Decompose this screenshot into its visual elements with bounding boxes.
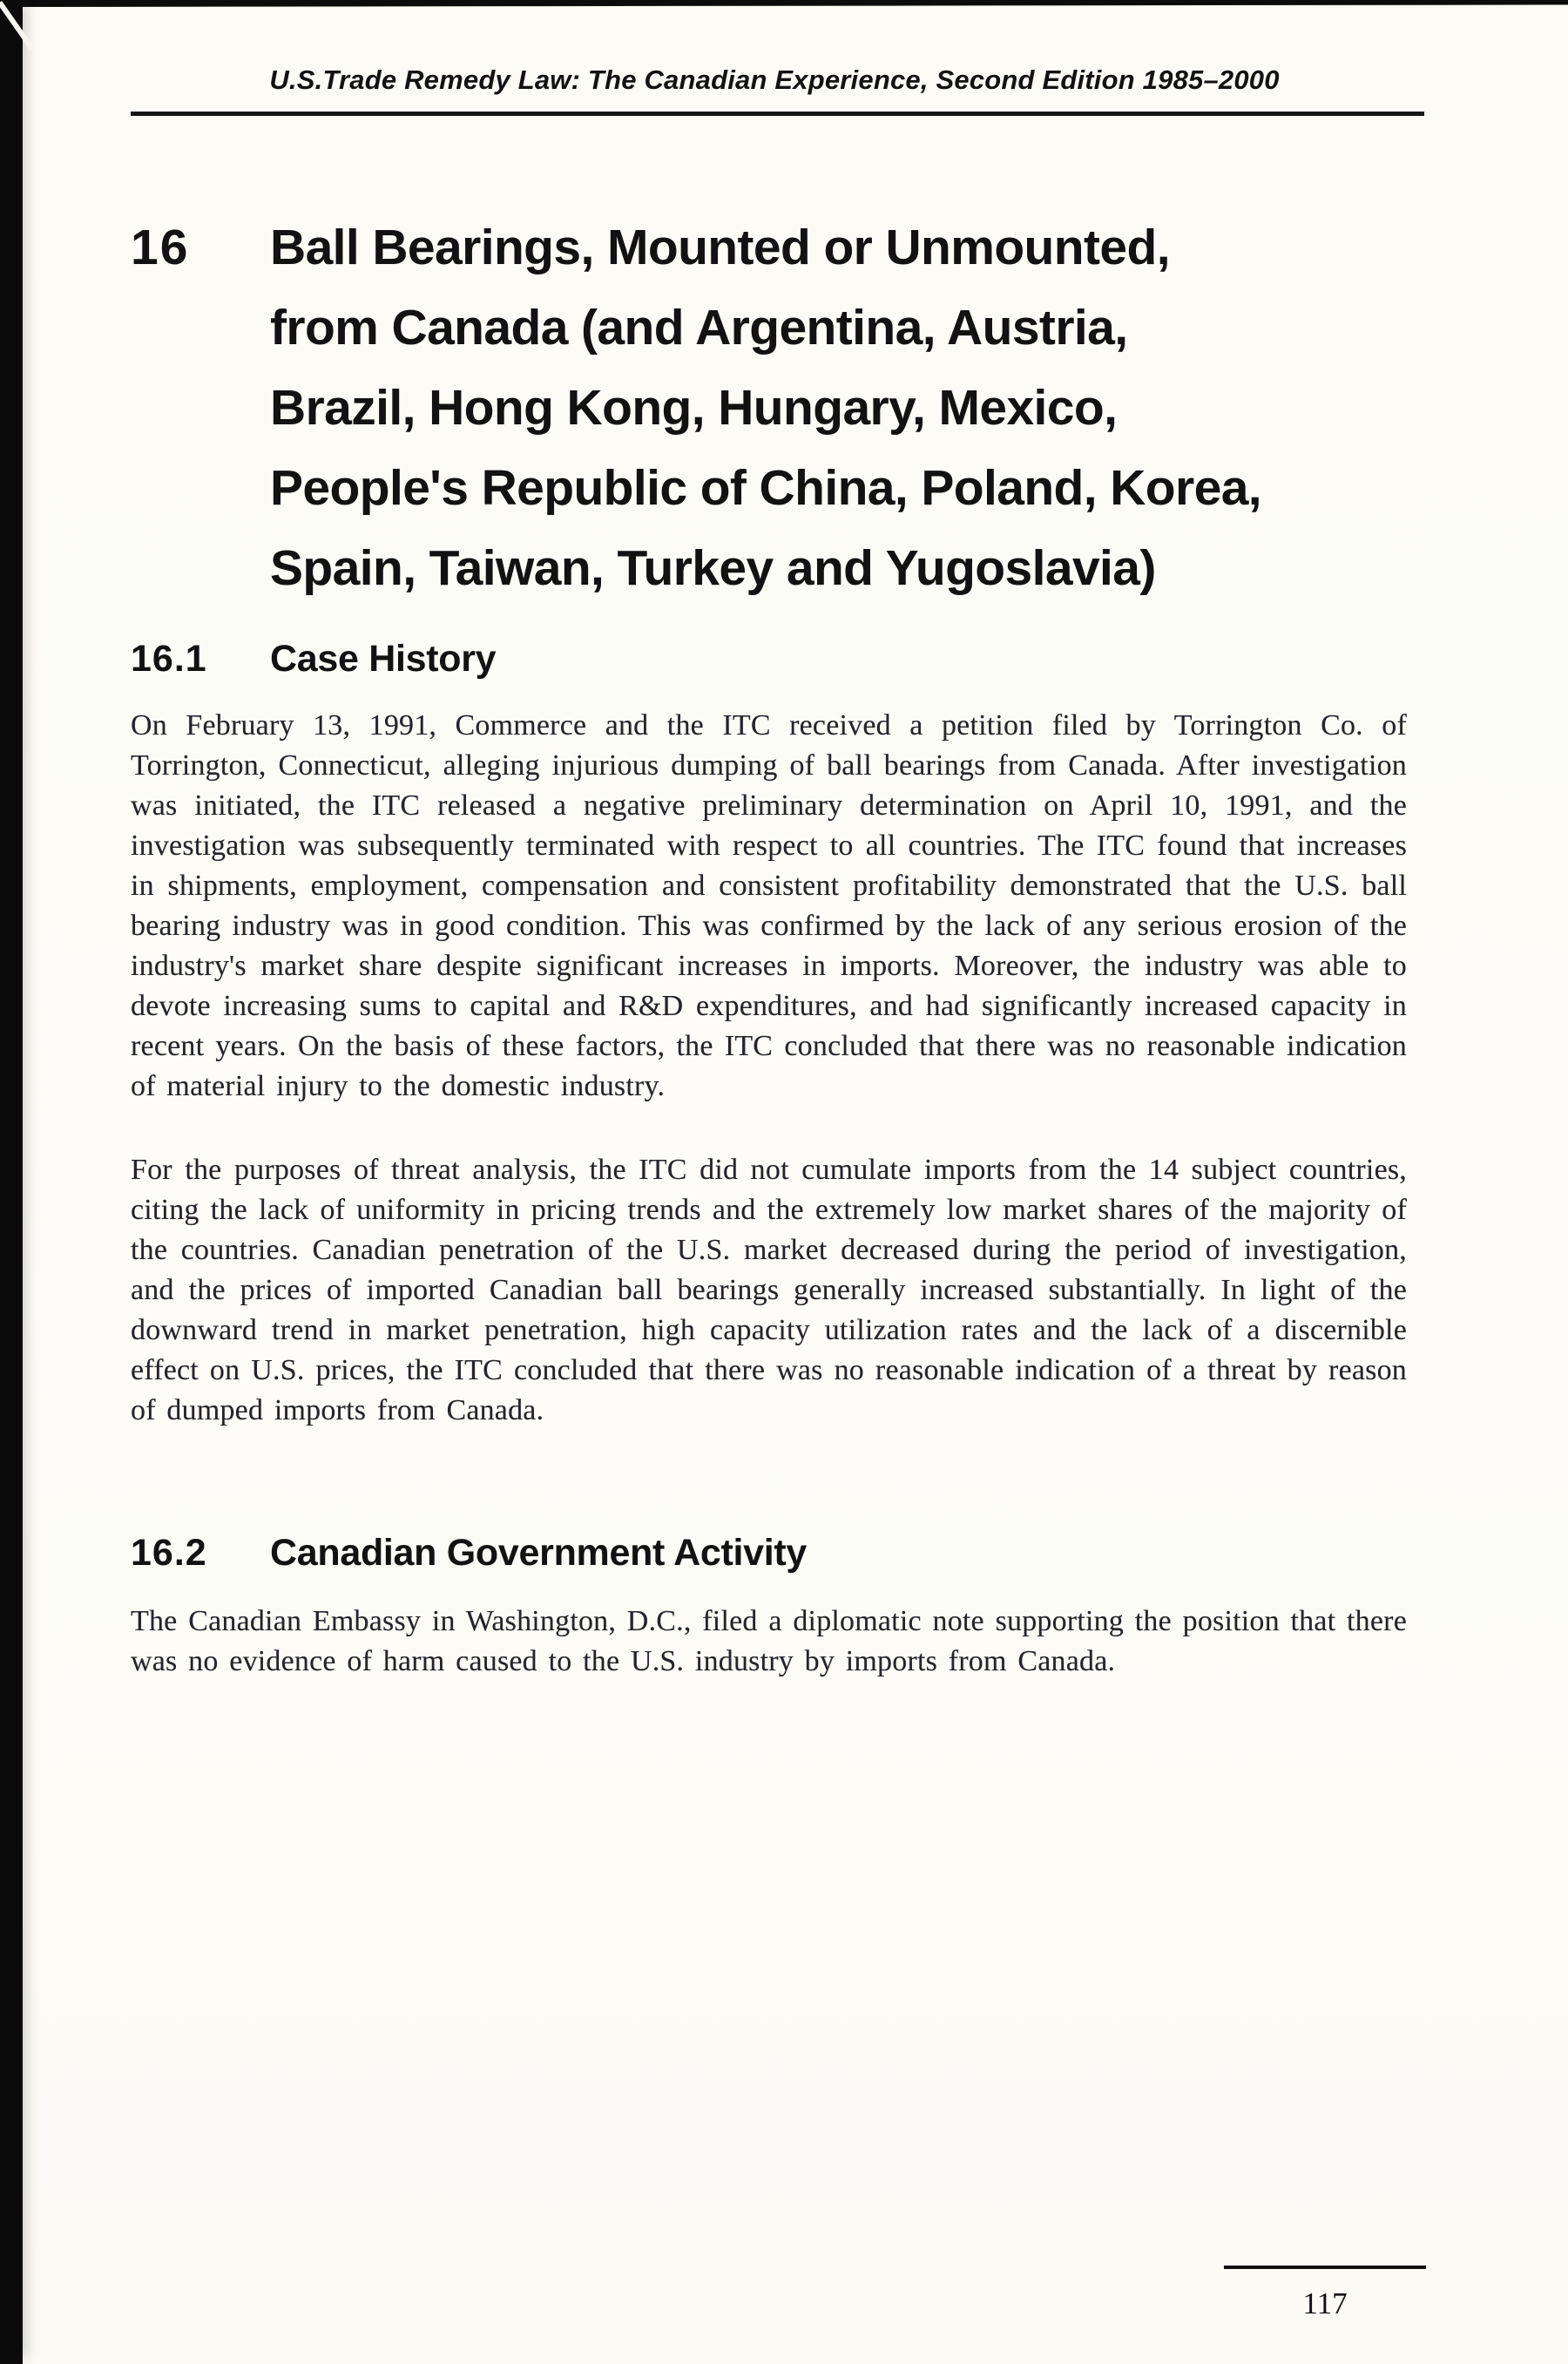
- paragraph: On February 13, 1991, Commerce and the ITC received a petition filed by Torrington Co. of Torrington, Connecticut, alleging injurious dumping of ball bearings from Canada. After investigation was initiated, the ITC released a negative preliminary determination on April 10, 1991, and the investigation was subsequently terminated with respect to all countries. The ITC found that increases in shipments, employment, compensation and consistent profitability demonstrated that the U.S. ball bearing industry was in good condition. This was confirmed by the lack of any serious erosion of the industry's market share despite significant increases in imports. Moreover, the industry was able to devote increasing sums to capital and R&D expenditures, and had significantly increased capacity in recent years. On the basis of these factors, the ITC concluded that there was no reasonable indication of material injury to the domestic industry.: [131, 709, 1407, 1102]
- scan-top-edge-artifact: [0, 0, 1568, 7]
- chapter-title-line: from Canada (and Argentina, Austria,: [270, 300, 1128, 356]
- chapter-title-line: People's Republic of China, Poland, Korea,: [270, 460, 1262, 516]
- paragraph: The Canadian Embassy in Washington, D.C., filed a diplomatic note supporting the position that there was no evidence of harm caused to the U.S. industry by imports from Canada.: [131, 1605, 1407, 1677]
- scan-binding-edge: [0, 0, 23, 2364]
- header-rule: [131, 112, 1424, 116]
- chapter-title-line: Brazil, Hong Kong, Hungary, Mexico,: [270, 380, 1118, 436]
- running-header: U.S.Trade Remedy Law: The Canadian Experience, Second Edition 1985–2000: [269, 64, 1280, 95]
- footer-rule: [1224, 2266, 1426, 2269]
- chapter-title-line: Ball Bearings, Mounted or Unmounted,: [270, 220, 1170, 275]
- chapter-number: 16: [131, 220, 190, 275]
- section-heading-16-2: [131, 1528, 1407, 1577]
- chapter-heading: [131, 207, 1407, 608]
- chapter-title: [270, 207, 1407, 608]
- section-number: 16.2: [131, 1532, 207, 1574]
- chapter-title-line: Spain, Taiwan, Turkey and Yugoslavia): [270, 540, 1156, 596]
- paragraph: For the purposes of threat analysis, the ITC did not cumulate imports from the 14 subject countries, citing the lack of uniformity in pricing trends and the extremely low market shares of the majority of the countries. Canadian penetration of the U.S. market decreased during the period of investigation, and the prices of imported Canadian ball bearings generally increased substantially. In light of the downward trend in market penetration, high capacity utilization rates and the lack of a discernible effect on U.S. prices, the ITC concluded that there was no reasonable indication of a threat by reason of dumped imports from Canada.: [131, 1154, 1407, 1426]
- section-number: 16.1: [131, 638, 207, 680]
- section-title: Canadian Government Activity: [270, 1532, 808, 1574]
- section-heading-16-1: [131, 634, 1407, 683]
- scan-binding-scratch: [0, 1, 34, 50]
- section-title: Case History: [270, 638, 497, 680]
- page-number: 117: [1302, 2286, 1348, 2320]
- page-content: [131, 207, 1407, 1682]
